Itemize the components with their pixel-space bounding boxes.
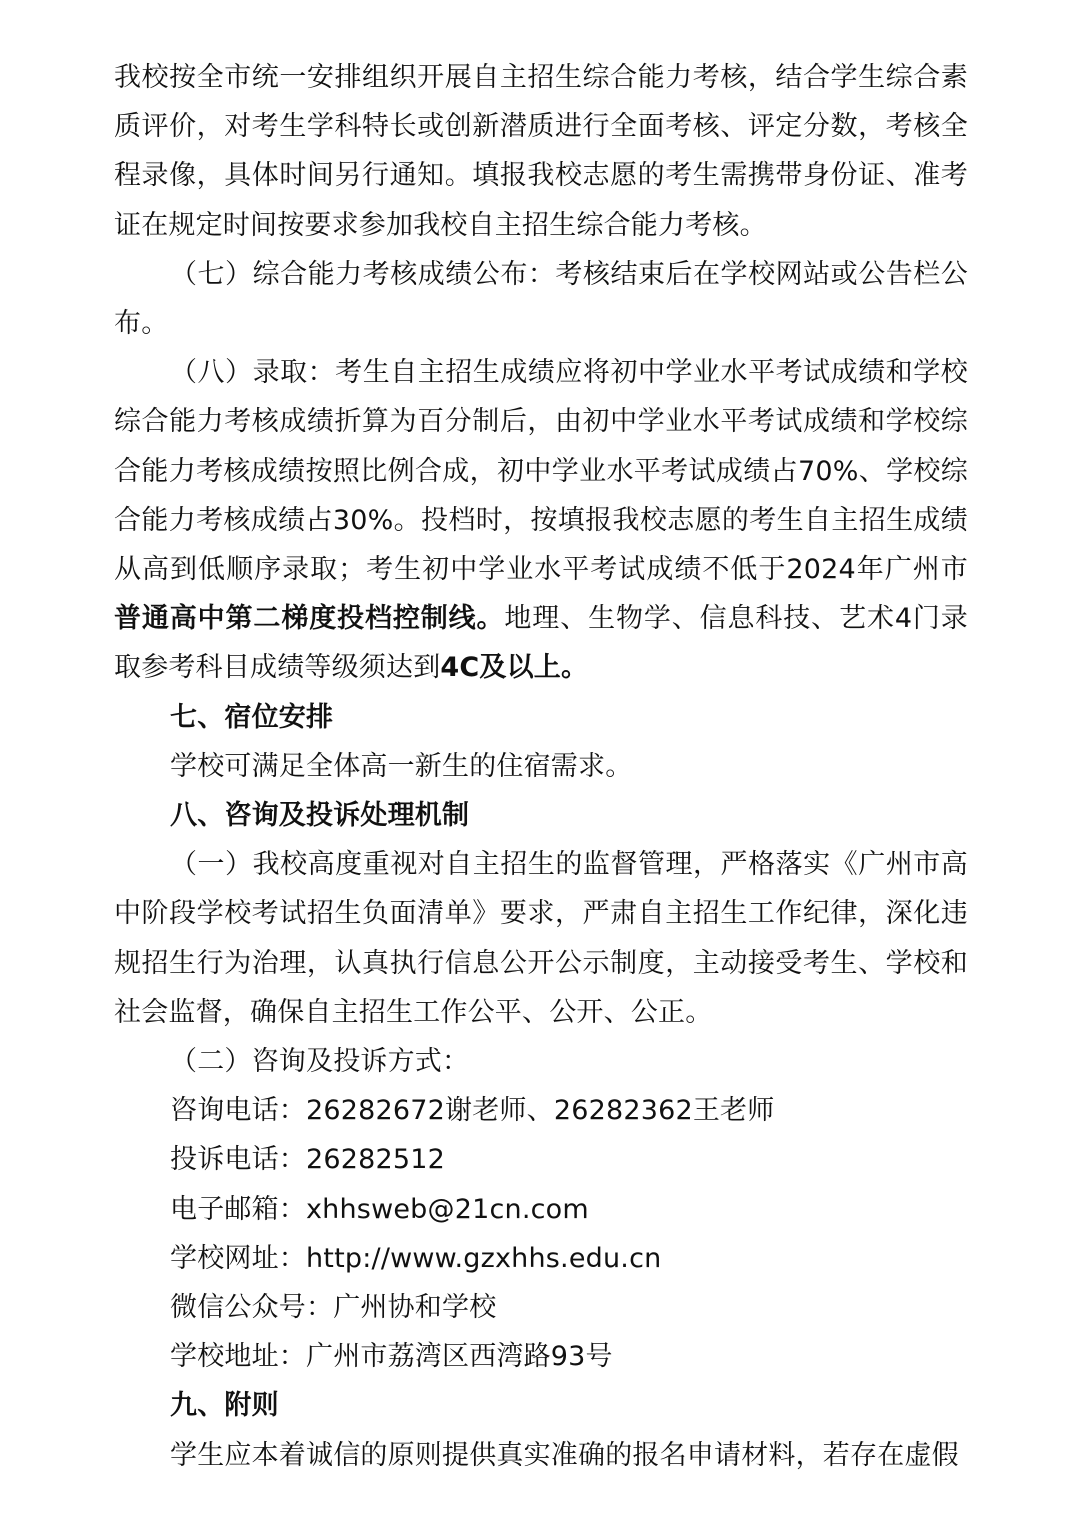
admission-text-1: （八）录取：考生自主招生成绩应将初中学业水平考试成绩和学校综合能力考核成绩折算为百分制后，由初中学业水平考试成绩和学校综合能力考核成绩按照比例合成，初中学业水平考试成绩占70%、学校综合能力考核成绩占30%。投档时，按填报我校志愿的考生自主招生成绩从高到低顺序录取；考生初中学业水平考试成绩不低于2024年广州市 (114, 357, 968, 586)
admission-grade-requirement: 4C及以上。 (440, 652, 589, 684)
paragraph-admission (114, 348, 968, 692)
paragraph-assessment-arrangement: 我校按全市统一安排组织开展自主招生综合能力考核，结合学生综合素质评价，对考生学科特长或创新潜质进行全面考核、评定分数，考核全程录像，具体时间另行通知。填报我校志愿的考生需携带身份证、准考证在规定时间按要求参加我校自主招生综合能力考核。 (114, 62, 968, 241)
wechat-account: 微信公众号：广州协和学校 (170, 1292, 497, 1324)
admission-text-2: 地理、生物学、信息科技、艺术4门录取参考科目成绩等级须达到 (114, 603, 968, 684)
document-body (114, 53, 968, 1480)
paragraph-score-publication: （七）综合能力考核成绩公布：考核结束后在学校网站或公告栏公布。 (114, 258, 968, 340)
heading-consultation-complaints: 八、咨询及投诉处理机制 (170, 800, 470, 832)
paragraph-supervision: （一）我校高度重视对自主招生的监督管理，严格落实《广州市高中阶段学校考试招生负面清单》要求，严肃自主招生工作纪律，深化违规招生行为治理，认真执行信息公开公示制度，主动接受考生、学校和社会监督，确保自主招生工作公平、公开、公正。 (114, 849, 968, 1028)
heading-supplementary-provisions: 九、附则 (170, 1390, 279, 1422)
admission-control-line: 普通高中第二梯度投档控制线。 (114, 603, 505, 635)
paragraph-honesty-principle: 学生应本着诚信的原则提供真实准确的报名申请材料，若存在虚假 (170, 1439, 959, 1471)
consultation-phone: 咨询电话：26282672谢老师、26282362王老师 (170, 1095, 775, 1127)
paragraph-contact-methods: （二）咨询及投诉方式： (170, 1046, 470, 1078)
heading-accommodation: 七、宿位安排 (170, 701, 334, 733)
paragraph-accommodation: 学校可满足全体高一新生的住宿需求。 (170, 750, 633, 782)
complaint-phone: 投诉电话：26282512 (170, 1144, 446, 1176)
school-website: 学校网址：http://www.gzxhhs.edu.cn (170, 1242, 662, 1274)
email-address: 电子邮箱：xhhsweb@21cn.com (170, 1193, 589, 1225)
school-address: 学校地址：广州市荔湾区西湾路93号 (170, 1341, 613, 1373)
